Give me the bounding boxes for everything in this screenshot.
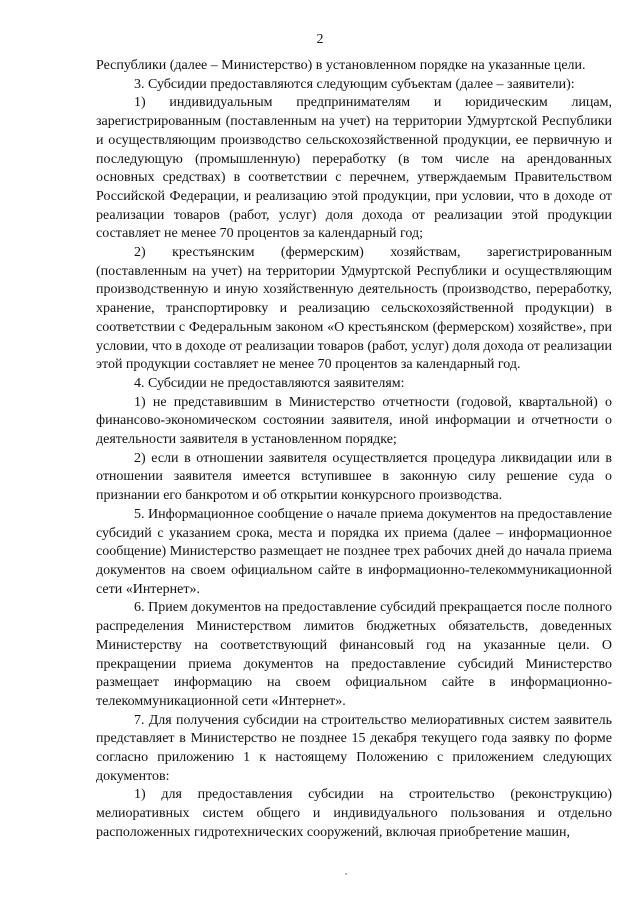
- paragraph-item-3: 3. Субсидии предоставляются следующим субъектам (далее – заявители):: [134, 76, 575, 92]
- paragraph-item-7: 7. Для получения субсидии на строительство мелиоративных систем заявитель представляет в Министерство не позднее 15 декабря текущего года заявку по форме согласно приложению 1 к настоящему Положению с приложением следующих документов:: [96, 712, 612, 784]
- paragraph-item-4-1: 1) не представившим в Министерство отчетности (годовой, квартальной) о финансово-экономическом состоянии заявителя, иной информации и отчетности о деятельности заявителя в установленном порядке;: [96, 394, 612, 448]
- page-number: 2: [316, 32, 324, 47]
- paragraph-item-6: 6. Прием документов на предоставление субсидий прекращается после полного распределения Министерством лимитов бюджетных обязательств, доведенных Министерству на соответствующий финансовый год на указанные цели. О прекращении приема документов на предоставление субсидий Министерство размещает информацию на своем официальном сайте в информационно-телекоммуникационной сети «Интернет».: [96, 600, 612, 709]
- paragraph-item-4-2: 2) если в отношении заявителя осуществляется процедура ликвидации или в отношении заявителя имеется вступившее в законную силу решение суда о признании его банкротом и об открытии конкурсного производства.: [96, 450, 612, 504]
- scan-artifact: [345, 873, 347, 875]
- paragraph-item-5: 5. Информационное сообщение о начале приема документов на предоставление субсидий с указанием срока, места и порядка их приема (далее – информационное сообщение) Министерство размещает не позднее трех рабочих дней до начала приема документов на своем официальном сайте в информационно-телекоммуникационной сети «Интернет».: [96, 506, 612, 597]
- paragraph-item-4: 4. Субсидии не предоставляются заявителям:: [134, 375, 405, 391]
- document-body: [96, 57, 612, 843]
- paragraph-continuation: Республики (далее – Министерство) в установленном порядке на указанные цели.: [96, 58, 586, 73]
- paragraph-item-3-1: 1) индивидуальным предпринимателям и юридическим лицам, зарегистрированным (поставленным на учет) на территории Удмуртской Республики и осуществляющим производство сельскохозяйственной продукции, ее первичную и последующую (промышленную) переработку (в том числе на арендованных основных средствах) в соответствии с перечнем, утверждаемым Правительством Российской Федерации, и реализацию этой продукции, при условии, что в доходе от реализации товаров (работ, услуг) доля дохода от реализации этой продукции составляет не менее 70 процентов за календарный год;: [96, 95, 612, 242]
- paragraph-item-7-1: 1) для предоставления субсидии на строительство (реконструкцию) мелиоративных систем общего и индивидуального пользования и отдельно расположенных гидротехнических сооружений, включая приобретение машин,: [96, 787, 612, 840]
- paragraph-item-3-2: 2) крестьянским (фермерским) хозяйствам, зарегистрированным (поставленным на учет) на территории Удмуртской Республики и осуществляющим производственную и иную хозяйственную деятельность (производство, переработку, хранение, транспортировку и реализацию сельскохозяйственной продукции) в соответствии с Федеральным законом «О крестьянском (фермерском) хозяйстве», при условии, что в доходе от реализации товаров (работ, услуг) доля дохода от реализации этой продукции составляет не менее 70 процентов за календарный год.: [96, 245, 612, 373]
